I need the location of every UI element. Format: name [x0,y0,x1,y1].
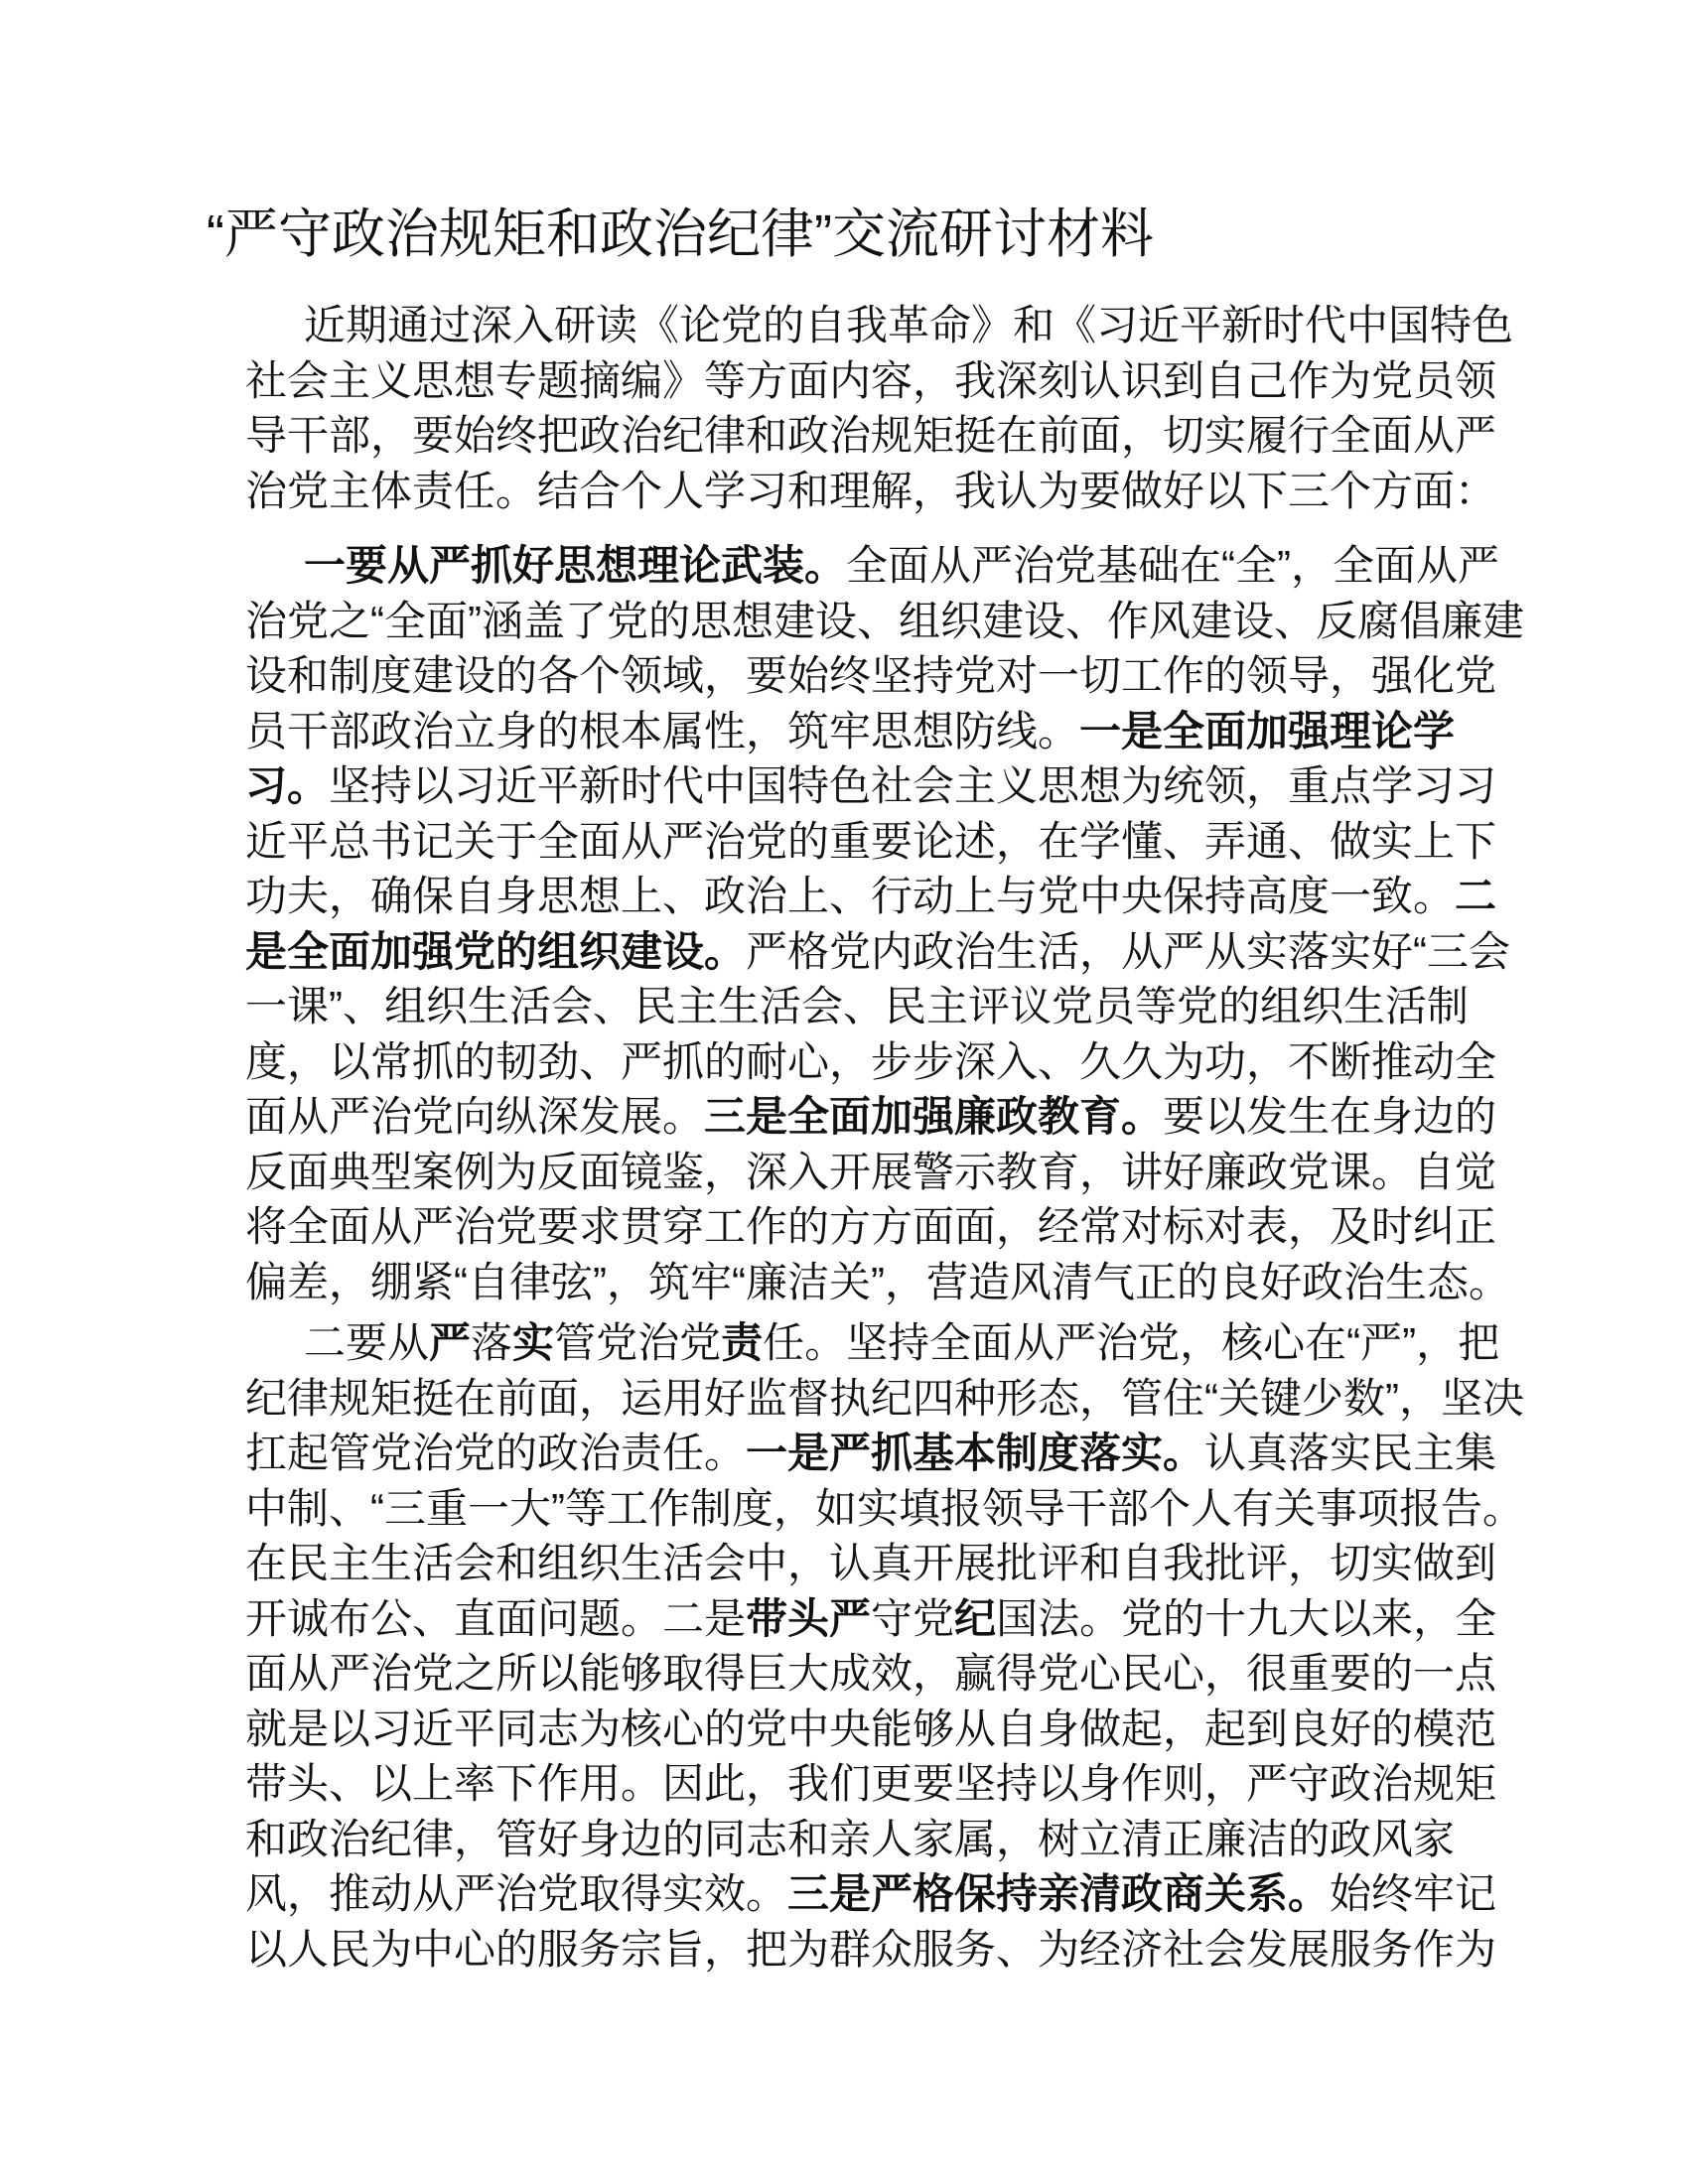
body-text: 治党主体责任。结合个人学习和理解，我认为要做好以下三个方面： [245,467,1497,514]
text-line [245,1756,1497,1812]
text-line [245,1145,1497,1200]
body-text: 一课”、组织生活会、民主生活会、民主评议党员等党的组织生活制 [245,983,1469,1029]
body-text: 面从严治党之所以能够取得巨大成效，赢得党心民心，很重要的一点 [245,1650,1497,1697]
body-text: 面从严治党向纵深发展。 [245,1093,705,1140]
text-line [245,594,1524,649]
body-text: 度，以常抓的韧劲、严抓的耐心，步步深入、久久为功，不断推动全 [245,1037,1497,1085]
body-text: 严格党内政治生活，从严从实落实好“三会 [746,927,1511,975]
body-text: 全面从严治党基础在“全”，全面从严 [846,542,1499,589]
body-text: 带头、以上率下作用。因此，我们更要坚持以身作则，严守政治规矩 [245,1760,1497,1807]
text-line [245,538,1499,594]
text-line [245,1866,1497,1922]
text-line [245,704,1456,759]
body-text: 国法。党的十九大以来，全 [996,1594,1497,1642]
body-text: 将全面从严治党要求贯穿工作的方方面面，经常对标对表，及时纠正 [245,1203,1497,1250]
body-text: 设和制度建设的各个领域，要始终坚持党对一切工作的领导，强化党 [245,652,1497,699]
body-text: 和政治纪律，管好身边的同志和亲人家属，树立清正廉洁的政风家 [245,1815,1456,1862]
text-line [245,1315,1500,1371]
bold-heading-text: 一要从严抓好思想理论武装。 [304,542,847,589]
body-text: 近期通过深入研读《论党的自我革命》和《习近平新时代中国特色 [304,302,1514,348]
body-text: 坚持以习近平新时代中国特色社会主义思想为统领，重点学习习 [329,762,1497,809]
body-text: 中制、“三重一大”等工作制度，如实填报领导干部个人有关事项报告。 [245,1484,1524,1532]
paragraph-intro [245,298,1514,518]
text-line [245,1536,1497,1591]
body-text: 落 [471,1319,513,1366]
document-title: “严守政治规矩和政治纪律”交流研讨材料 [207,205,1154,264]
text-line [245,1199,1497,1255]
text-line [245,298,1514,353]
body-text: 纪律规矩挺在前面，运用好监督执纪四种形态，管住“关键少数”，坚决 [245,1374,1524,1422]
bold-heading-text: 是全面加强党的组织建设。 [245,927,747,975]
body-text: 任。坚持全面从严治党，核心在“严”，把 [763,1319,1500,1366]
text-line [245,408,1497,464]
text-line [245,758,1497,814]
text-line [245,353,1497,409]
text-line [245,1426,1497,1481]
bold-heading-text: 一是全面加强理论学 [1079,707,1456,754]
paragraph-party-responsibility [245,1315,1524,1977]
body-text: 在民主生活会和组织生活会中，认真开展批评和自我批评，切实做到 [245,1540,1497,1586]
bold-heading-text: 纪 [954,1594,997,1642]
bold-heading-text: 一是严抓基本制度落实。 [746,1430,1205,1476]
body-text: 社会主义思想专题摘编》等方面内容，我深刻认识到自己作为党员领 [245,356,1497,404]
text-line [245,979,1469,1034]
body-text: 管党治党 [554,1319,722,1366]
paragraph-theory-arming [245,538,1524,1309]
body-text: 守党 [871,1594,955,1642]
body-text: 始终牢记 [1330,1870,1497,1917]
body-text: 员干部政治立身的根本属性，筑牢思想防线。 [245,707,1080,754]
body-text: 要以发生在身边的 [1163,1093,1497,1140]
text-line [245,1922,1497,1978]
text-line [245,464,1497,519]
bold-heading-text: 实 [512,1319,555,1366]
body-text: 反面典型案例为反面镜鉴，深入开展警示教育，讲好廉政党课。自觉 [245,1148,1497,1195]
text-line [245,1255,1510,1310]
document-body [245,298,1524,1977]
body-text: 开诚布公、直面问题。二是 [245,1594,747,1642]
text-line [245,814,1497,870]
bold-heading-text: 责 [721,1319,764,1366]
body-text: 治党之“全面”涵盖了党的思想建设、组织建设、作风建设、反腐倡廉建 [245,597,1524,644]
text-line [245,1812,1456,1867]
bold-heading-text: 二 [1455,873,1497,919]
bold-heading-text: 习。 [245,762,330,809]
text-line [245,1646,1497,1702]
text-line [245,924,1511,980]
bold-heading-text: 带头严 [746,1594,872,1642]
text-line [245,1034,1497,1090]
text-line [245,869,1497,924]
text-line [245,1591,1497,1647]
bold-heading-text: 三是严格保持亲清政商关系。 [787,1870,1331,1917]
body-text: 扛起管党治党的政治责任。 [245,1430,747,1476]
body-text: 二要从 [304,1319,430,1366]
text-line [245,1481,1524,1537]
body-text: 就是以习近平同志为核心的党中央能够从自身做起，起到良好的模范 [245,1705,1497,1752]
text-line [245,1371,1524,1427]
body-text: 以人民为中心的服务宗旨，把为群众服务、为经济社会发展服务作为 [245,1925,1497,1973]
bold-heading-text: 三是全面加强廉政教育。 [704,1093,1164,1140]
text-line [245,648,1497,704]
body-text: 导干部，要始终把政治纪律和政治规矩挺在前面，切实履行全面从严 [245,412,1497,459]
body-text: 认真落实民主集 [1204,1430,1497,1476]
body-text: 风，推动从严治党取得实效。 [245,1870,788,1917]
bold-heading-text: 严 [429,1319,472,1366]
text-line [245,1702,1497,1757]
body-text: 近平总书记关于全面从严治党的重要论述，在学懂、弄通、做实上下 [245,817,1497,865]
body-text: 功夫，确保自身思想上、政治上、行动上与党中央保持高度一致。 [245,873,1456,919]
text-line [245,1089,1497,1145]
body-text: 偏差，绷紧“自律弦”，筑牢“廉洁关”，营造风清气正的良好政治生态。 [245,1258,1510,1305]
